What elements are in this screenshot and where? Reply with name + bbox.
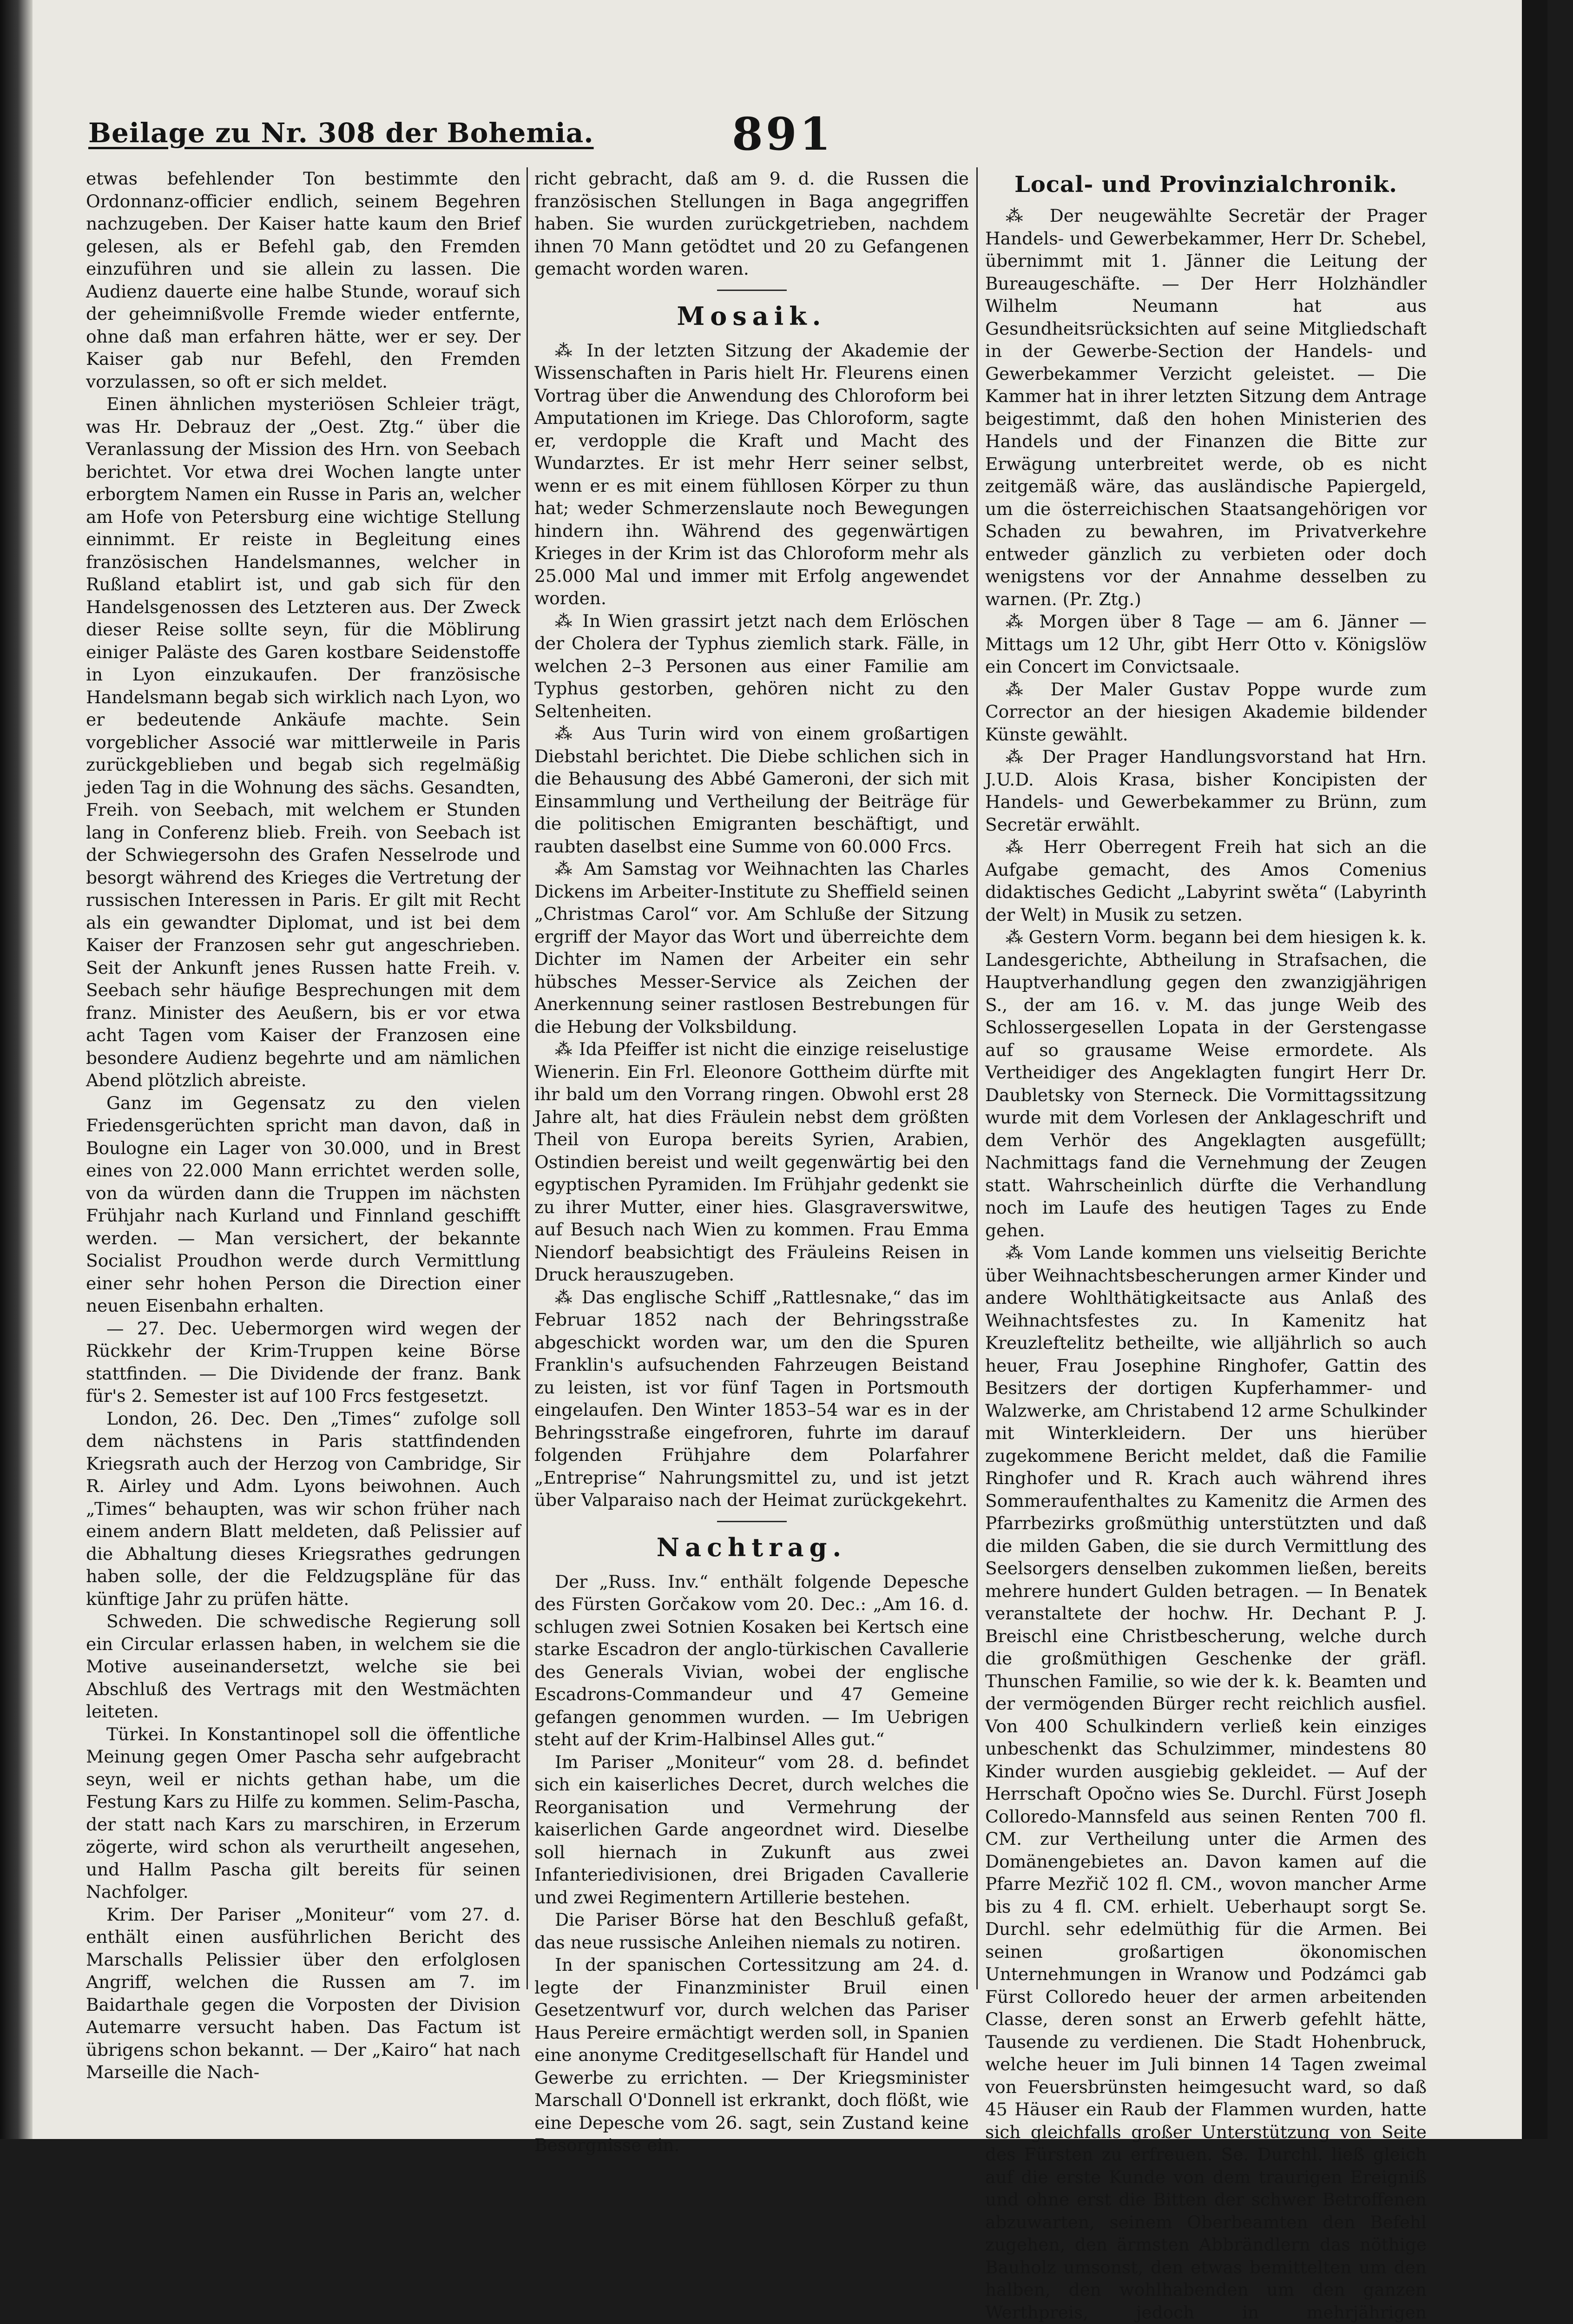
paragraph: etwas befehlender Ton bestimmte den Ordonnanz-officier endlich, seinem Begehren nachzugeben. Der Kaiser hatte kaum den Brief gelesen, als er Befehl gab, den Fremden einzuführen und sie allein zu lassen. Die Audienz dauerte eine halbe Stunde, worauf sich der geheimnißvolle Fremde wieder entfernte, ohne daß man erfahren hätte, wer er sey. Der Kaiser gab nur Befehl, den Fremden vorzulassen, so oft er sich meldet. — [86, 168, 520, 392]
paragraph: London, 26. Dec. Den „Times“ zufolge soll dem nächstens in Paris stattfindenden Kriegsrath auch der Herzog von Cambridge, Sir R. Airley und Adm. Lyons beiwohnen. Auch „Times“ behaupten, was wir schon früher nach einem andern Blatt meldeten, daß Pelissier auf die Abhaltung dieses Kriegsrathes gedrungen haben solle, der die Feldzugspläne für das künftige Jahr zu prüfen hätte. — [86, 1408, 520, 1609]
paragraph: ⁂ Herr Oberregent Freih hat sich an die Aufgabe gemacht, des Amos Comenius didaktisches Gedicht „Labyrint swěta“ (Labyrinth der Welt) in Musik zu setzen. — [985, 837, 1427, 925]
paragraph: ⁂ In Wien grassirt jetzt nach dem Erlöschen der Cholera der Typhus ziemlich stark. Fälle, in welchen 2–3 Personen aus einer Familie am Typhus gestorben, gehören nicht zu den Seltenheiten. — [534, 610, 969, 721]
paragraph: Die Pariser Börse hat den Beschluß gefaßt, das neue russische Anleihen niemals zu notiren. — [534, 1909, 969, 1953]
column-1 — [86, 167, 520, 2084]
paragraph: ⁂ Aus Turin wird von einem großartigen Diebstahl berichtet. Die Diebe schlichen sich in die Behausung des Abbé Gameroni, der sich mit Einsammlung und Vertheilung der Beiträge für die politischen Emigranten beschäftigt, und raubten daselbst eine Summe von 60.000 Frcs. — [534, 723, 969, 857]
paragraph: ⁂ Gestern Vorm. begann bei dem hiesigen k. k. Landesgerichte, Abtheilung in Strafsachen, die Hauptverhandlung gegen den zwanzigjährigen S., der am 16. v. M. das junge Weib des Schlossergesellen Lopata in der Gerstengasse auf so grausame Weise ermordete. Als Vertheidiger des Angeklagten fungirt Herr Dr. Daubletsky von Sterneck. Die Vormittagssitzung wurde mit dem Vorlesen der Anklageschrift und dem Verhör des Angeklagten ausgefüllt; Nachmittags fand die Vernehmung der Zeugen statt. Wahrscheinlich dürfte die Verhandlung noch im Laufe des heutigen Tages zu Ende gehen. — [985, 927, 1427, 1241]
page-header — [84, 108, 1501, 164]
paragraph: ⁂ Der Maler Gustav Poppe wurde zum Corrector an der hiesigen Akademie bildender Künste gewählt. — [985, 679, 1427, 745]
paragraph: ⁂ Am Samstag vor Weihnachten las Charles Dickens im Arbeiter-Institute zu Sheffield seinen „Christmas Carol“ vor. Am Schluße der Sitzung ergriff der Mayor das Wort und überreichte dem Dichter im Namen der Arbeiter ein sehr hübsches Messer-Service als Zeichen der Anerkennung seiner rastlosen Bestrebungen für die Hebung der Volksbildung. — [534, 858, 969, 1037]
column-rule — [527, 167, 528, 1989]
page-binding-shadow — [0, 0, 33, 2139]
section-divider — [717, 290, 787, 291]
column-rule — [976, 167, 978, 1989]
paragraph: In der spanischen Cortessitzung am 24. d. legte der Finanzminister Bruil einen Gesetzentwurf vor, durch welchen das Pariser Haus Pereire ermächtigt werden soll, in Spanien eine anonyme Creditgesellschaft für Handel und Gewerbe zu errichten. — Der Kriegsminister Marschall O'Donnell ist erkrankt, doch flößt, wie eine Depesche vom 26. sagt, sein Zustand keine Besorgnisse ein. — [534, 1954, 969, 2155]
paragraph: ⁂ Morgen über 8 Tage — am 6. Jänner — Mittags um 12 Uhr, gibt Herr Otto v. Königslöw ein Concert im Convictsaale. — [985, 611, 1427, 677]
paragraph: — 27. Dec. Uebermorgen wird wegen der Rückkehr der Krim-Truppen keine Börse stattfinden. — Die Dividende der franz. Bank für's 2. Semester ist auf 100 Frcs festgesetzt. — [86, 1318, 520, 1406]
paragraph: ⁂ Der Prager Handlungsvorstand hat Hrn. J.U.D. Alois Krasa, bisher Koncipisten der Handels- und Gewerbekammer zu Brünn, zum Secretär erwählt. — [985, 746, 1427, 835]
paragraph: richt gebracht, daß am 9. d. die Russen die französischen Stellungen in Baga angegriffen haben. Sie wurden zurückgetrieben, nachdem ihnen 70 Mann getödtet und 20 zu Gefangenen gemacht worden waren. — [534, 168, 969, 279]
column-3 — [985, 167, 1427, 2324]
section-title-local: Local- und Provinzialchronik. — [1014, 172, 1397, 198]
column-2 — [534, 167, 969, 2157]
page-number: 891 — [732, 108, 834, 160]
paragraph: Im Pariser „Moniteur“ vom 28. d. befindet sich ein kaiserliches Decret, durch welches die Reorganisation und Vermehrung der kaiserlichen Garde angeordnet wird. Dieselbe soll hiernach in Zukunft aus zwei Infanteriedivisionen, drei Brigaden Cavallerie und zwei Regimentern Artillerie bestehen. — [534, 1751, 969, 1908]
paragraph: Einen ähnlichen mysteriösen Schleier trägt, was Hr. Debrauz der „Oest. Ztg.“ über die Veranlassung der Mission des Hrn. von Seebach berichtet. Vor etwa drei Wochen langte unter erborgtem Namen ein Russe in Paris an, welcher am Hofe von Petersburg eine wichtige Stellung einnimmt. Er reiste in Begleitung eines französischen Handelsmannes, welcher in Rußland etablirt ist, und gab sich für den Handelsgenossen des Letzteren aus. Der Zweck dieser Reise sollte seyn, für die Möblirung einiger Paläste des Garen kostbare Seidenstoffe in Lyon einzukaufen. Der französische Handelsmann begab sich wirklich nach Lyon, wo er bedeutende Ankäufe machte. Sein vorgeblicher Associé war mittlerweile in Paris zurückgeblieben und begab sich regelmäßig jeden Tag in die Wohnung des sächs. Gesandten, Freih. von Seebach, mit welchem er Stunden lang in Conferenz blieb. Freih. von Seebach ist der Schwiegersohn des Grafen Nesselrode und besorgt während des Krieges die Vertretung der russischen Interessen in Paris. Er gilt mit Recht als ein gewandter Diplomat, und ist bei dem Kaiser der Franzosen sehr gut angeschrieben. Seit der Ankunft jenes Russen hatte Freih. v. Seebach sehr häufige Besprechungen mit dem franz. Minister des Aeußern, bis er vor etwa acht Tagen vom Kaiser der Franzosen eine besondere Audienz begehrte und am nämlichen Abend plötzlich abreiste. — [86, 394, 520, 1090]
paragraph: ⁂ Das englische Schiff „Rattlesnake,“ das im Februar 1852 nach der Behringsstraße abgeschickt worden war, um den die Spuren Franklin's aufsuchenden Fahrzeugen Beistand zu leisten, ist vor fünf Tagen in Portsmouth eingelaufen. Den Winter 1853–54 war es in der Behringsstraße eingefroren, fuhrte im darauf folgenden Frühjahre dem Polarfahrer „Entreprise“ Nahrungsmittel zu, und ist jetzt über Valparaiso nach der Heimat zurückgekehrt. — [534, 1287, 969, 1510]
paragraph: Krim. Der Pariser „Moniteur“ vom 27. d. enthält einen ausführlichen Bericht des Marschalls Pelissier über den erfolglosen Angriff, welchen die Russen am 7. im Baidarthale gegen die Vorposten der Division Autemarre versucht haben. Das Factum ist übrigens schon bekannt. — Der „Kairo“ hat nach Marseille die Nach- — [86, 1904, 520, 2082]
paragraph: Der „Russ. Inv.“ enthält folgende Depesche des Fürsten Gorčakow vom 20. Dec.: „Am 16. d. schlugen zwei Sotnien Kosaken bei Kertsch eine starke Escadron der anglo-türkischen Cavallerie des Generals Vivian, wobei der englische Escadrons-Commandeur und 47 Gemeine gefangen genommen wurden. — Im Uebrigen steht auf der Krim-Halbinsel Alles gut.“ — [534, 1571, 969, 1750]
paragraph: Türkei. In Konstantinopel soll die öffentliche Meinung gegen Omer Pascha sehr aufgebracht seyn, weil er nichts gethan habe, um die Festung Kars zu Hilfe zu kommen. Selim-Pascha, der statt nach Kars zu marschiren, in Erzerum zögerte, wird schon als verurtheilt angesehen, und Hallm Pascha gilt bereits für seinen Nachfolger. — [86, 1723, 520, 1902]
section-title-mosaik: Mosaik. — [677, 301, 827, 331]
paragraph: ⁂ Ida Pfeiffer ist nicht die einzige reiselustige Wienerin. Ein Frl. Eleonore Gottheim dürfte mit ihr bald um den Vorrang ringen. Obwohl erst 28 Jahre alt, hat dies Fräulein nebst dem größten Theil von Europa bereits Syrien, Arabien, Ostindien bereist und weilt gegenwärtig bei den egyptischen Pyramiden. Im Frühjahr gedenkt sie zu ihrer Mutter, einer hies. Glasgraverswitwe, auf Besuch nach Wien zu kommen. Frau Emma Niendorf beabsichtigt des Fräuleins Reisen in Druck herauszugeben. — [534, 1039, 969, 1285]
paragraph: ⁂ In der letzten Sitzung der Akademie der Wissenschaften in Paris hielt Hr. Fleurens einen Vortrag über die Anwendung des Chloroform bei Amputationen im Kriege. Das Chloroform, sagte er, verdopple die Kraft und Macht des Wundarztes. Er ist mehr Herr seiner selbst, wenn er es mit einem fühllosen Körper zu thun hat; weder Schmerzenslaute noch Bewegungen hindern ihn. Während des gegenwärtigen Krieges in der Krim ist das Chloroform mehr als 25.000 Mal und immer mit Erfolg angewendet worden. — [534, 340, 969, 608]
paragraph: Schweden. Die schwedische Regierung soll ein Circular erlassen haben, in welchem sie die Motive auseinandersetzt, welche sie bei Abschluß des Vertrags mit den Westmächten leiteten. — [86, 1611, 520, 1722]
section-divider — [717, 1521, 787, 1522]
section-title-nachtrag: Nachtrag. — [656, 1532, 847, 1562]
paragraph: Ganz im Gegensatz zu den vielen Friedensgerüchten spricht man davon, daß in Boulogne ein Lager von 30.000, und in Brest eines von 22.000 Mann errichtet werden solle, von da würden dann die Truppen im nächsten Frühjahr nach Kurland und Finnland geschifft werden. — Man versichert, der bekannte Socialist Proudhon werde durch Vermittlung einer sehr hohen Person die Direction einer neuen Eisenbahn erhalten. — [86, 1092, 520, 1316]
supplement-title: Beilage zu Nr. 308 der Bohemia. — [88, 117, 594, 149]
paragraph: ⁂ Der neugewählte Secretär der Prager Handels- und Gewerbekammer, Herr Dr. Schebel, übernimmt mit 1. Jänner die Leitung der Bureaugeschäfte. — Der Herr Holzhändler Wilhelm Neumann hat aus Gesundheitsrücksichten auf seine Mitgliedschaft in der Gewerbe-Section der Handels- und Gewerbekammer Verzicht geleistet. — Die Kammer hat in ihrer letzten Sitzung dem Antrage beigestimmt, daß den hohen Ministerien des Handels und der Finanzen die Bitte zur Erwägung unterbreitet werde, ob es nicht zeitgemäß wäre, das ausländische Papiergeld, um die österreichischen Staatsangehörigen vor Schaden zu bewahren, im Privatverkehre entweder gänzlich zu verbieten oder doch wenigstens vor der Annahme desselben zu warnen. (Pr. Ztg.) — [985, 205, 1427, 609]
paragraph: ⁂ Vom Lande kommen uns vielseitig Berichte über Weihnachtsbescherungen armer Kinder und andere Wohlthätigkeitsacte aus Anlaß des Weihnachtsfestes zu. In Kamenitz hat Kreuzleftelitz betheilte, wie alljährlich so auch heuer, Frau Josephine Ringhofer, Gattin des Besitzers der dortigen Kupferhammer- und Walzwerke, am Christabend 12 arme Schulkinder mit Winterkleidern. Der uns hierüber zugekommene Bericht meldet, daß die Familie Ringhofer und R. Krach auch während ihres Sommeraufenthaltes zu Kamenitz die Armen des Pfarrbezirks großmüthig unterstützten und daß die milden Gaben, die sie durch Vermittlung des Seelsorgers denselben zukommen ließen, bereits mehrere hundert Gulden betragen. — In Benatek veranstaltete der hochw. Hr. Dechant P. J. Breischl eine Christbescherung, welche durch die großmüthigen Geschenke der gräfl. Thunschen Familie, so wie der k. k. Beamten und der vermögenden Bürger recht reichlich ausfiel. Von 400 Schulkindern verließ kein einziges unbeschenkt das Schulzimmer, mindestens 80 Kinder wurden ausgiebig gekleidet. — Auf der Herrschaft Opočno wies Se. Durchl. Fürst Joseph Colloredo-Mannsfeld aus seinen Renten 700 fl. CM. zur Vertheilung unter die Armen des Domänengebietes an. Davon kamen auf die Pfarre Mezřič 102 fl. CM., wovon mancher Arme bis zu 4 fl. CM. erhielt. Ueberhaupt sorgt Se. Durchl. sehr edelmüthig für die Armen. Bei seinen großartigen ökonomischen Unternehmungen in Wranow und Podzámci gab Fürst Colloredo heuer der armen arbeitenden Classe, deren sonst an Erwerb gefehlt hätte, Tausende zu verdienen. Die Stadt Hohenbruck, welche heuer im Juli binnen 14 Tagen zweimal von Feuersbrünsten heimgesucht ward, so daß 45 Häuser ein Raub der Flammen wurden, hatte sich gleichfalls großer Unterstützung von Seite des Fürsten zu erfreuen. Se. Durchl. ließ gleich auf die erste Kunde von dem traurigen Ereigniß und ohne erst die Bitten der schwer Betroffenen abzuwarten, seinem Oberbeamten den Befehl zugehen, den ärmsten Abbrändlern das nöthige Bauholz umsonst, den etwas bemittelten um den halben, den wohlhabenden um den ganzen Werthpreis, jedoch in mehrjährigen — [985, 1242, 1427, 2323]
page-edge-shadow — [1522, 0, 1547, 2139]
